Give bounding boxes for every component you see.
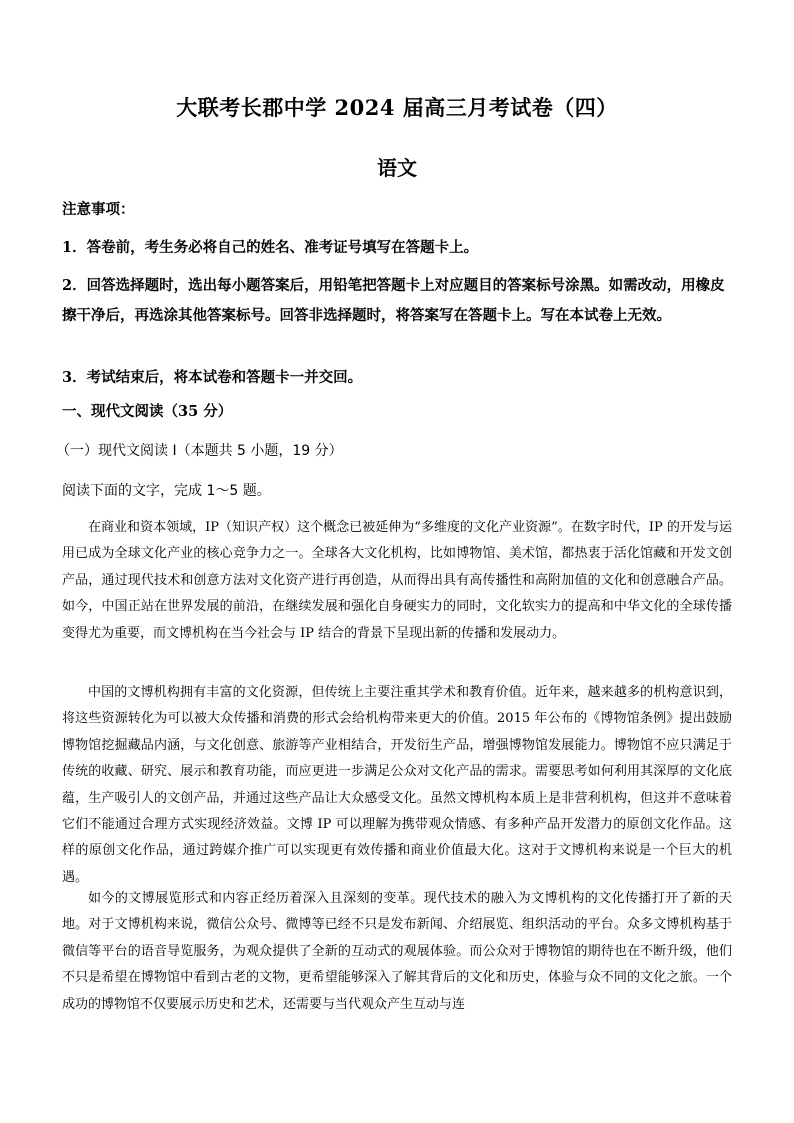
passage-paragraph-3: 如今的文博展览形式和内容正经历着深入且深刻的变革。现代技术的融入为文博机构的文化传播打开了新的天地。对于文博机构来说，微信公众号、微博等已经不只是发布新闻、介绍展览、组织活动的平台。众多文博机构基于微信等平台的语音导览服务，为观众提供了全新的互动式的观展体验。而公众对于博物馆的期待也在不断升级，他们不只是希望在博物馆中看到古老的文物，更希望能够深入了解其背后的文化和历史，体验与众不同的文化之旅。一个成功的博物馆不仅要展示历史和艺术，还需要与当代观众产生互动与连 [62,891,732,1012]
note-item-1 [62,235,734,261]
subject-title: 语文 [377,156,417,180]
note-item-2 [62,271,734,331]
note-item-3 [62,365,734,391]
note-text: 2．回答选择题时，选出每小题答案后，用铅笔把答题卡上对应题目的答案标号涂黑。如需改动，用橡皮擦干净后，再选涂其他答案标号。回答非选择题时，将答案写在答题卡上。写在本试卷上无效。 [62,277,725,324]
passage-paragraph-2: 中国的文博机构拥有丰富的文化资源，但传统上主要注重其学术和教育价值。近年来，越来越多的机构意识到，将这些资源转化为可以被大众传播和消费的形式会给机构带来更大的价值。2015 年公布的《博物馆条例》提出鼓励博物馆挖掘藏品内涵，与文化创意、旅游等产业相结合，开发衍生产品，增强博物馆发展能力。博物馆不应只满足于传统的收藏、研究、展示和教育功能，而应更进一步满足公众对文化产品的需求。需要思考如何利用其深厚的文化底蕴，生产吸引人的文创产品，并通过这些产品让大众感受文化。虽然文博机构本质上是非营利机构，但这并不意味着它们不能通过合理方式实现经济效益。文博 IP 可以理解为携带观众情感、有多种产品开发潜力的原创文化作品。这样的原创文化作品，通过跨媒介推广可以实现更有效传播和商业价值最大化。这对于文博机构来说是一个巨大的机遇。 [62,685,732,885]
reading-instruction: 阅读下面的文字，完成 1～5 题。 [62,483,271,499]
note-text: 1．答卷前，考生务必将自己的姓名、准考证号填写在答题卡上。 [62,239,479,256]
passage-paragraph-1: 在商业和资本领域，IP（知识产权）这个概念已被延伸为“多维度的文化产业资源”。在数字时代，IP 的开发与运用已成为全球文化产业的核心竞争力之一。全球各大文化机构，比如博物馆、美术馆，都热衷于活化馆藏和开发文创产品，通过现代技术和创意方法对文化资产进行再创造，从而得出具有高传播性和高附加值的文化和创意融合产品。如今，中国正站在世界发展的前沿，在继续发展和强化自身硬实力的同时，文化软实力的提高和中华文化的全球传播变得尤为重要，而文博机构在当今社会与 IP 结合的背景下呈现出新的传播和发展动力。 [62,520,732,641]
notes-heading: 注意事项： [62,201,135,218]
note-text: 3．考试结束后，将本试卷和答题卡一并交回。 [62,369,363,386]
exam-title: 大联考长郡中学 2024 届高三月考试卷（四） [176,95,618,120]
subsection-title: （一）现代文阅读 I（本题共 5 小题，19 分） [56,443,343,459]
section-title: 一、现代文阅读（35 分） [62,403,233,420]
